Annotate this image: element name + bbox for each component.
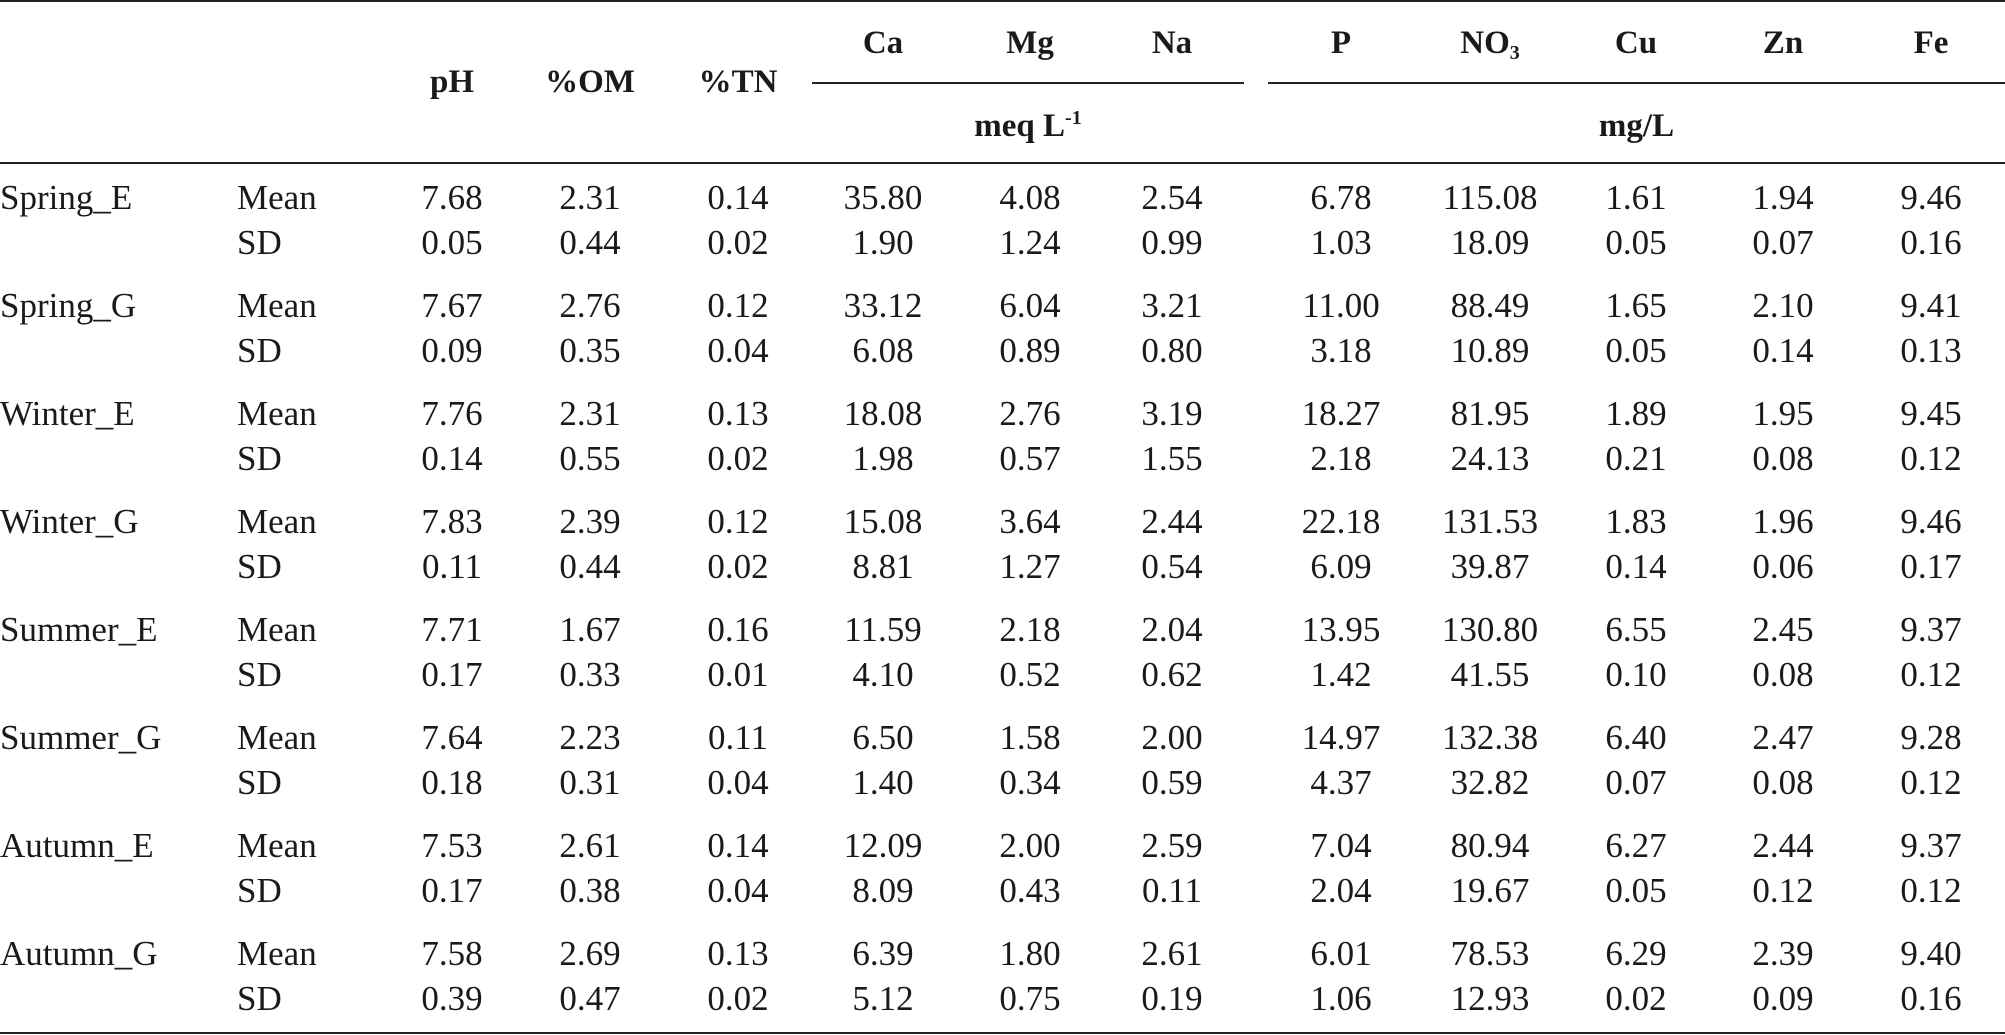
- stat-label: SD: [237, 979, 282, 1018]
- table-cell: 1.55: [1141, 439, 1203, 478]
- table-cell: 0.01: [707, 655, 769, 694]
- table-cell: 7.53: [421, 826, 483, 865]
- table-cell: 0.02: [1605, 979, 1667, 1018]
- table-cell: 1.65: [1605, 286, 1667, 325]
- table-cell: 0.55: [559, 439, 621, 478]
- table-cell: 0.89: [999, 331, 1061, 370]
- column-header-na: [1092, 23, 1252, 63]
- table-cell: 0.57: [999, 439, 1061, 478]
- stat-label: Mean: [237, 610, 317, 649]
- table-cell: 6.27: [1605, 826, 1667, 865]
- table-cell: 2.31: [559, 178, 621, 217]
- table-cell: 2.69: [559, 934, 621, 973]
- table-cell: 9.37: [1900, 826, 1962, 865]
- column-header-ph: [372, 62, 532, 102]
- table-cell: 9.28: [1900, 718, 1962, 757]
- stat-label: SD: [237, 439, 282, 478]
- column-header-label: Na: [1151, 25, 1193, 61]
- group-name: Winter_G: [0, 502, 139, 541]
- table-cell: 2.76: [559, 286, 621, 325]
- table-cell: 78.53: [1450, 934, 1530, 973]
- table-cell: 1.80: [999, 934, 1061, 973]
- table-cell: 1.03: [1310, 223, 1372, 262]
- table-cell: 18.09: [1450, 223, 1530, 262]
- table-cell: 15.08: [843, 502, 923, 541]
- table-cell: 7.58: [421, 934, 483, 973]
- table-cell: 0.31: [559, 763, 621, 802]
- stat-label: SD: [237, 547, 282, 586]
- stat-label: SD: [237, 871, 282, 910]
- group-name: Autumn_E: [0, 826, 154, 865]
- table-cell: 0.10: [1605, 655, 1667, 694]
- table-cell: 0.16: [707, 610, 769, 649]
- table-cell: 80.94: [1450, 826, 1530, 865]
- table-cell: 2.04: [1310, 871, 1372, 910]
- table-cell: 0.04: [707, 763, 769, 802]
- column-header-label: Cu: [1614, 25, 1658, 61]
- table-cell: 130.80: [1441, 610, 1539, 649]
- column-header-label: P: [1330, 25, 1352, 61]
- table-cell: 0.02: [707, 223, 769, 262]
- table-cell: 6.09: [1310, 547, 1372, 586]
- table-cell: 0.38: [559, 871, 621, 910]
- header-bottom-rule: [0, 162, 2005, 164]
- table-cell: 1.94: [1752, 178, 1814, 217]
- column-header-label: Mg: [1006, 25, 1054, 61]
- unit-group-meq: [812, 106, 1244, 146]
- table-cell: 2.31: [559, 394, 621, 433]
- table-cell: 2.44: [1752, 826, 1814, 865]
- table-cell: 2.61: [1141, 934, 1203, 973]
- table-cell: 6.78: [1310, 178, 1372, 217]
- table-cell: 0.14: [707, 826, 769, 865]
- table-cell: 0.75: [999, 979, 1061, 1018]
- table-cell: 0.52: [999, 655, 1061, 694]
- table-cell: 3.64: [999, 502, 1061, 541]
- table-cell: 6.08: [852, 331, 914, 370]
- table-cell: 0.18: [421, 763, 483, 802]
- table-cell: 0.14: [1605, 547, 1667, 586]
- table-cell: 2.76: [999, 394, 1061, 433]
- column-header-om: [510, 62, 670, 102]
- stat-label: Mean: [237, 934, 317, 973]
- table-cell: 7.64: [421, 718, 483, 757]
- group-name: Summer_E: [0, 610, 158, 649]
- unit-group-mgl-label: mg/L: [1598, 108, 1675, 144]
- table-cell: 22.18: [1301, 502, 1381, 541]
- table-cell: 9.37: [1900, 610, 1962, 649]
- table-cell: 2.23: [559, 718, 621, 757]
- stat-label: Mean: [237, 718, 317, 757]
- table-cell: 0.06: [1752, 547, 1814, 586]
- table-cell: 10.89: [1450, 331, 1530, 370]
- table-cell: 0.05: [1605, 871, 1667, 910]
- table-cell: 0.14: [421, 439, 483, 478]
- table-cell: 0.02: [707, 979, 769, 1018]
- table-cell: 24.13: [1450, 439, 1530, 478]
- table-cell: 0.21: [1605, 439, 1667, 478]
- table-cell: 6.40: [1605, 718, 1667, 757]
- table-cell: 0.35: [559, 331, 621, 370]
- table-cell: 7.68: [421, 178, 483, 217]
- stat-label: Mean: [237, 178, 317, 217]
- table-cell: 0.16: [1900, 223, 1962, 262]
- table-cell: 0.14: [707, 178, 769, 217]
- table-cell: 1.83: [1605, 502, 1667, 541]
- table-cell: 0.13: [707, 934, 769, 973]
- table-cell: 1.95: [1752, 394, 1814, 433]
- top-rule: [0, 0, 2005, 2]
- table-cell: 41.55: [1450, 655, 1530, 694]
- table-cell: 9.46: [1900, 502, 1962, 541]
- stat-label: SD: [237, 655, 282, 694]
- table-cell: 32.82: [1450, 763, 1530, 802]
- stat-label: Mean: [237, 394, 317, 433]
- table-cell: 0.04: [707, 331, 769, 370]
- column-header-label: Fe: [1913, 25, 1949, 61]
- table-cell: 7.76: [421, 394, 483, 433]
- stat-label: Mean: [237, 286, 317, 325]
- table-cell: 2.04: [1141, 610, 1203, 649]
- table-cell: 0.08: [1752, 763, 1814, 802]
- table-cell: 0.05: [1605, 223, 1667, 262]
- table-cell: 1.24: [999, 223, 1061, 262]
- bottom-rule: [0, 1032, 2005, 1034]
- column-header-label: Ca: [862, 25, 904, 61]
- table-cell: 0.62: [1141, 655, 1203, 694]
- unit-group-mgl: [1268, 106, 2005, 146]
- table-cell: 0.47: [559, 979, 621, 1018]
- table-cell: 1.40: [852, 763, 914, 802]
- table-cell: 5.12: [852, 979, 914, 1018]
- table-cell: 0.16: [1900, 979, 1962, 1018]
- table-cell: 0.12: [1900, 871, 1962, 910]
- table-cell: 6.29: [1605, 934, 1667, 973]
- table-cell: 0.12: [707, 502, 769, 541]
- table-cell: 1.42: [1310, 655, 1372, 694]
- table-cell: 0.12: [1900, 655, 1962, 694]
- unit-group-meq-exponent: -1: [1065, 107, 1082, 129]
- table-cell: 3.19: [1141, 394, 1203, 433]
- group-name: Spring_G: [0, 286, 137, 325]
- table-cell: 1.90: [852, 223, 914, 262]
- group-name: Autumn_G: [0, 934, 158, 973]
- table-cell: 81.95: [1450, 394, 1530, 433]
- column-header-label: Zn: [1762, 25, 1804, 61]
- column-header-tn: [658, 62, 818, 102]
- table-cell: 7.67: [421, 286, 483, 325]
- table-cell: 0.12: [1900, 439, 1962, 478]
- table-cell: 9.40: [1900, 934, 1962, 973]
- table-cell: 0.08: [1752, 655, 1814, 694]
- table-cell: 0.11: [708, 718, 768, 757]
- table-cell: 0.12: [1752, 871, 1814, 910]
- table-cell: 2.39: [559, 502, 621, 541]
- table-cell: 1.98: [852, 439, 914, 478]
- table-cell: 0.17: [421, 871, 483, 910]
- table-cell: 8.09: [852, 871, 914, 910]
- table-cell: 0.07: [1605, 763, 1667, 802]
- table-cell: 39.87: [1450, 547, 1530, 586]
- table-cell: 1.96: [1752, 502, 1814, 541]
- table-cell: 2.45: [1752, 610, 1814, 649]
- table-cell: 0.80: [1141, 331, 1203, 370]
- table-cell: 6.01: [1310, 934, 1372, 973]
- table-cell: 6.39: [852, 934, 914, 973]
- column-header-ca: [803, 23, 963, 63]
- table-cell: 1.67: [559, 610, 621, 649]
- table-cell: 2.00: [999, 826, 1061, 865]
- column-header-label: %TN: [698, 64, 778, 100]
- table-cell: 4.08: [999, 178, 1061, 217]
- table-cell: 2.39: [1752, 934, 1814, 973]
- column-header-cu: [1556, 23, 1716, 63]
- table-cell: 3.18: [1310, 331, 1372, 370]
- table-cell: 7.83: [421, 502, 483, 541]
- table-cell: 6.50: [852, 718, 914, 757]
- stat-label: SD: [237, 763, 282, 802]
- column-header-p: [1261, 23, 1421, 63]
- column-header-subscript: 3: [1509, 42, 1520, 64]
- table-cell: 13.95: [1301, 610, 1381, 649]
- table-cell: 2.61: [559, 826, 621, 865]
- table-cell: 1.06: [1310, 979, 1372, 1018]
- table-cell: 0.44: [559, 547, 621, 586]
- table-cell: 0.09: [421, 331, 483, 370]
- table-cell: 0.34: [999, 763, 1061, 802]
- table-cell: 9.46: [1900, 178, 1962, 217]
- table-cell: 12.93: [1450, 979, 1530, 1018]
- table-cell: 0.05: [421, 223, 483, 262]
- table-cell: 0.54: [1141, 547, 1203, 586]
- table-cell: 132.38: [1441, 718, 1539, 757]
- table-cell: 0.17: [421, 655, 483, 694]
- table-cell: 0.59: [1141, 763, 1203, 802]
- table-cell: 9.45: [1900, 394, 1962, 433]
- table-cell: 2.44: [1141, 502, 1203, 541]
- unit-group-meq-label: meq L: [974, 108, 1066, 144]
- table-cell: 0.19: [1141, 979, 1203, 1018]
- table-cell: 0.08: [1752, 439, 1814, 478]
- table-cell: 2.18: [999, 610, 1061, 649]
- column-header-zn: [1703, 23, 1863, 63]
- meq-group-rule: [812, 82, 1244, 84]
- table-cell: 2.10: [1752, 286, 1814, 325]
- table-cell: 2.00: [1141, 718, 1203, 757]
- table-cell: 7.04: [1310, 826, 1372, 865]
- table-cell: 0.02: [707, 547, 769, 586]
- table-cell: 3.21: [1141, 286, 1203, 325]
- column-header-fe: [1851, 23, 2005, 63]
- table-cell: 0.13: [1900, 331, 1962, 370]
- table-cell: 11.59: [844, 610, 922, 649]
- table-cell: 0.07: [1752, 223, 1814, 262]
- table-cell: 131.53: [1441, 502, 1539, 541]
- column-header-label: %OM: [545, 64, 635, 100]
- table-cell: 2.18: [1310, 439, 1372, 478]
- column-header-label: pH: [429, 64, 475, 100]
- stat-label: SD: [237, 331, 282, 370]
- table-cell: 1.58: [999, 718, 1061, 757]
- table-cell: 19.67: [1450, 871, 1530, 910]
- table-cell: 2.54: [1141, 178, 1203, 217]
- table-cell: 0.11: [422, 547, 482, 586]
- table-cell: 0.05: [1605, 331, 1667, 370]
- table-cell: 0.04: [707, 871, 769, 910]
- table-cell: 12.09: [843, 826, 923, 865]
- table-cell: 0.14: [1752, 331, 1814, 370]
- column-header-mg: [950, 23, 1110, 63]
- table-cell: 4.37: [1310, 763, 1372, 802]
- table-cell: 4.10: [852, 655, 914, 694]
- table-cell: 0.11: [1142, 871, 1202, 910]
- table-cell: 0.17: [1900, 547, 1962, 586]
- table-cell: 0.09: [1752, 979, 1814, 1018]
- table-cell: 9.41: [1900, 286, 1962, 325]
- group-name: Winter_E: [0, 394, 135, 433]
- table-cell: 1.61: [1605, 178, 1667, 217]
- group-name: Spring_E: [0, 178, 133, 217]
- table-cell: 115.08: [1442, 178, 1538, 217]
- table-cell: 8.81: [852, 547, 914, 586]
- table-cell: 6.04: [999, 286, 1061, 325]
- table-cell: 18.08: [843, 394, 923, 433]
- table-cell: 0.02: [707, 439, 769, 478]
- group-name: Summer_G: [0, 718, 162, 757]
- table-cell: 2.59: [1141, 826, 1203, 865]
- table-cell: 35.80: [843, 178, 923, 217]
- table-cell: 18.27: [1301, 394, 1381, 433]
- table-cell: 0.33: [559, 655, 621, 694]
- table-cell: 0.99: [1141, 223, 1203, 262]
- table-cell: 0.13: [707, 394, 769, 433]
- table-cell: 1.27: [999, 547, 1061, 586]
- table-cell: 88.49: [1450, 286, 1530, 325]
- table-cell: 7.71: [421, 610, 483, 649]
- table-cell: 14.97: [1301, 718, 1381, 757]
- table-cell: 0.43: [999, 871, 1061, 910]
- table-cell: 0.12: [1900, 763, 1962, 802]
- stat-label: Mean: [237, 826, 317, 865]
- table-cell: 6.55: [1605, 610, 1667, 649]
- table-cell: 2.47: [1752, 718, 1814, 757]
- table-cell: 0.39: [421, 979, 483, 1018]
- mgl-group-rule: [1268, 82, 2005, 84]
- column-header-no3: [1410, 23, 1570, 63]
- table-cell: 0.44: [559, 223, 621, 262]
- table-cell: 0.12: [707, 286, 769, 325]
- column-header-label: NO: [1460, 25, 1510, 61]
- table-cell: 11.00: [1302, 286, 1380, 325]
- stat-label: Mean: [237, 502, 317, 541]
- stat-label: SD: [237, 223, 282, 262]
- table-cell: 33.12: [843, 286, 923, 325]
- table-cell: 1.89: [1605, 394, 1667, 433]
